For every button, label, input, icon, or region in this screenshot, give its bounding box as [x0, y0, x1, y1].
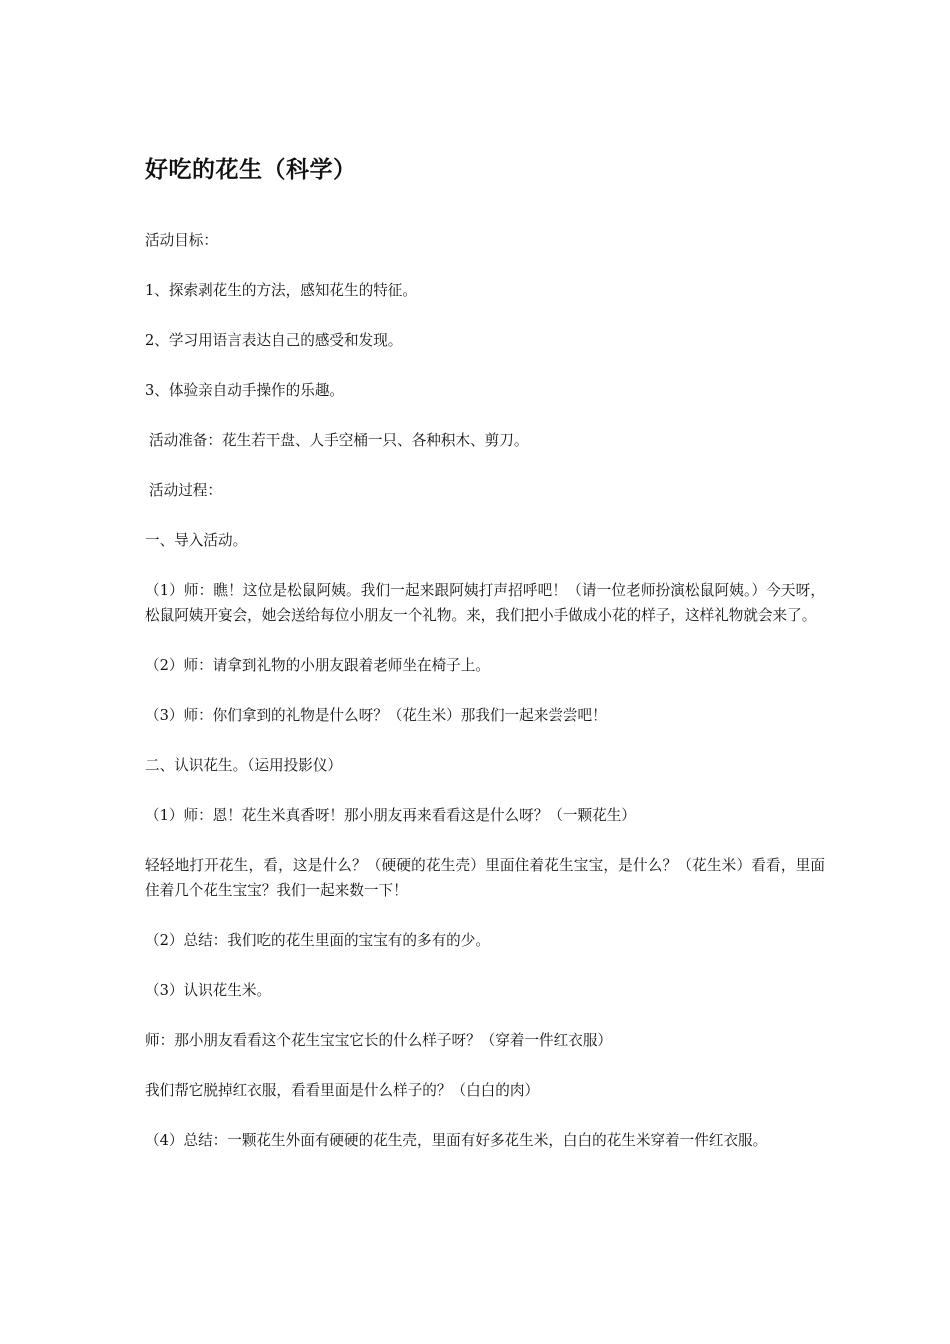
recognize-paragraph-3: （3）认识花生米。: [145, 982, 272, 999]
intro-paragraph-1: （1）师：瞧！这位是松鼠阿姨。我们一起来跟阿姨打声招呼吧！（请一位老师扮演松鼠阿姨。）今天呀，松鼠阿姨开宴会，她会送给每位小朋友一个礼物。来，我们把小手做成小花的样子，这样礼物就会来了。: [145, 582, 825, 624]
recognize-paragraph-2: （2）总结：我们吃的花生里面的宝宝有的多有的少。: [145, 932, 490, 949]
recognize-summary: （4）总结：一颗花生外面有硬硬的花生壳，里面有好多花生米，白白的花生米穿着一件红衣服。: [145, 1132, 768, 1149]
goal-item-1: 1、探索剥花生的方法，感知花生的特征。: [145, 282, 417, 299]
intro-paragraph-2: （2）师：请拿到礼物的小朋友跟着老师坐在椅子上。: [145, 657, 490, 674]
document-page: [145, 150, 825, 1178]
goal-item-3: 3、体验亲自动手操作的乐趣。: [145, 382, 345, 399]
goal-item-2: 2、学习用语言表达自己的感受和发现。: [145, 332, 403, 349]
step-heading-recognize: 二、认识花生。（运用投影仪）: [145, 757, 343, 774]
document-title: 好吃的花生（科学）: [145, 157, 357, 183]
recognize-paragraph-open: 轻轻地打开花生，看，这是什么？（硬硬的花生壳）里面住着花生宝宝，是什么？（花生米）看看，里面住着几个花生宝宝？我们一起来数一下！: [145, 857, 825, 899]
intro-paragraph-3: （3）师：你们拿到的礼物是什么呀？（花生米）那我们一起来尝尝吧！: [145, 707, 607, 724]
step-heading-intro: 一、导入活动。: [145, 532, 248, 549]
recognize-paragraph-1: （1）师：恩！花生米真香呀！那小朋友再来看看这是什么呀？（一颗花生）: [145, 807, 636, 824]
recognize-question-1: 师：那小朋友看看这个花生宝宝它长的什么样子呀？（穿着一件红衣服）: [145, 1032, 613, 1049]
section-heading-process: 活动过程：: [149, 482, 222, 499]
preparation-text: 活动准备：花生若干盘、人手空桶一只、各种积木、剪刀。: [149, 432, 529, 449]
recognize-question-2: 我们帮它脱掉红衣服，看看里面是什么样子的？（白白的肉）: [145, 1082, 540, 1099]
section-heading-goals: 活动目标：: [145, 232, 218, 249]
